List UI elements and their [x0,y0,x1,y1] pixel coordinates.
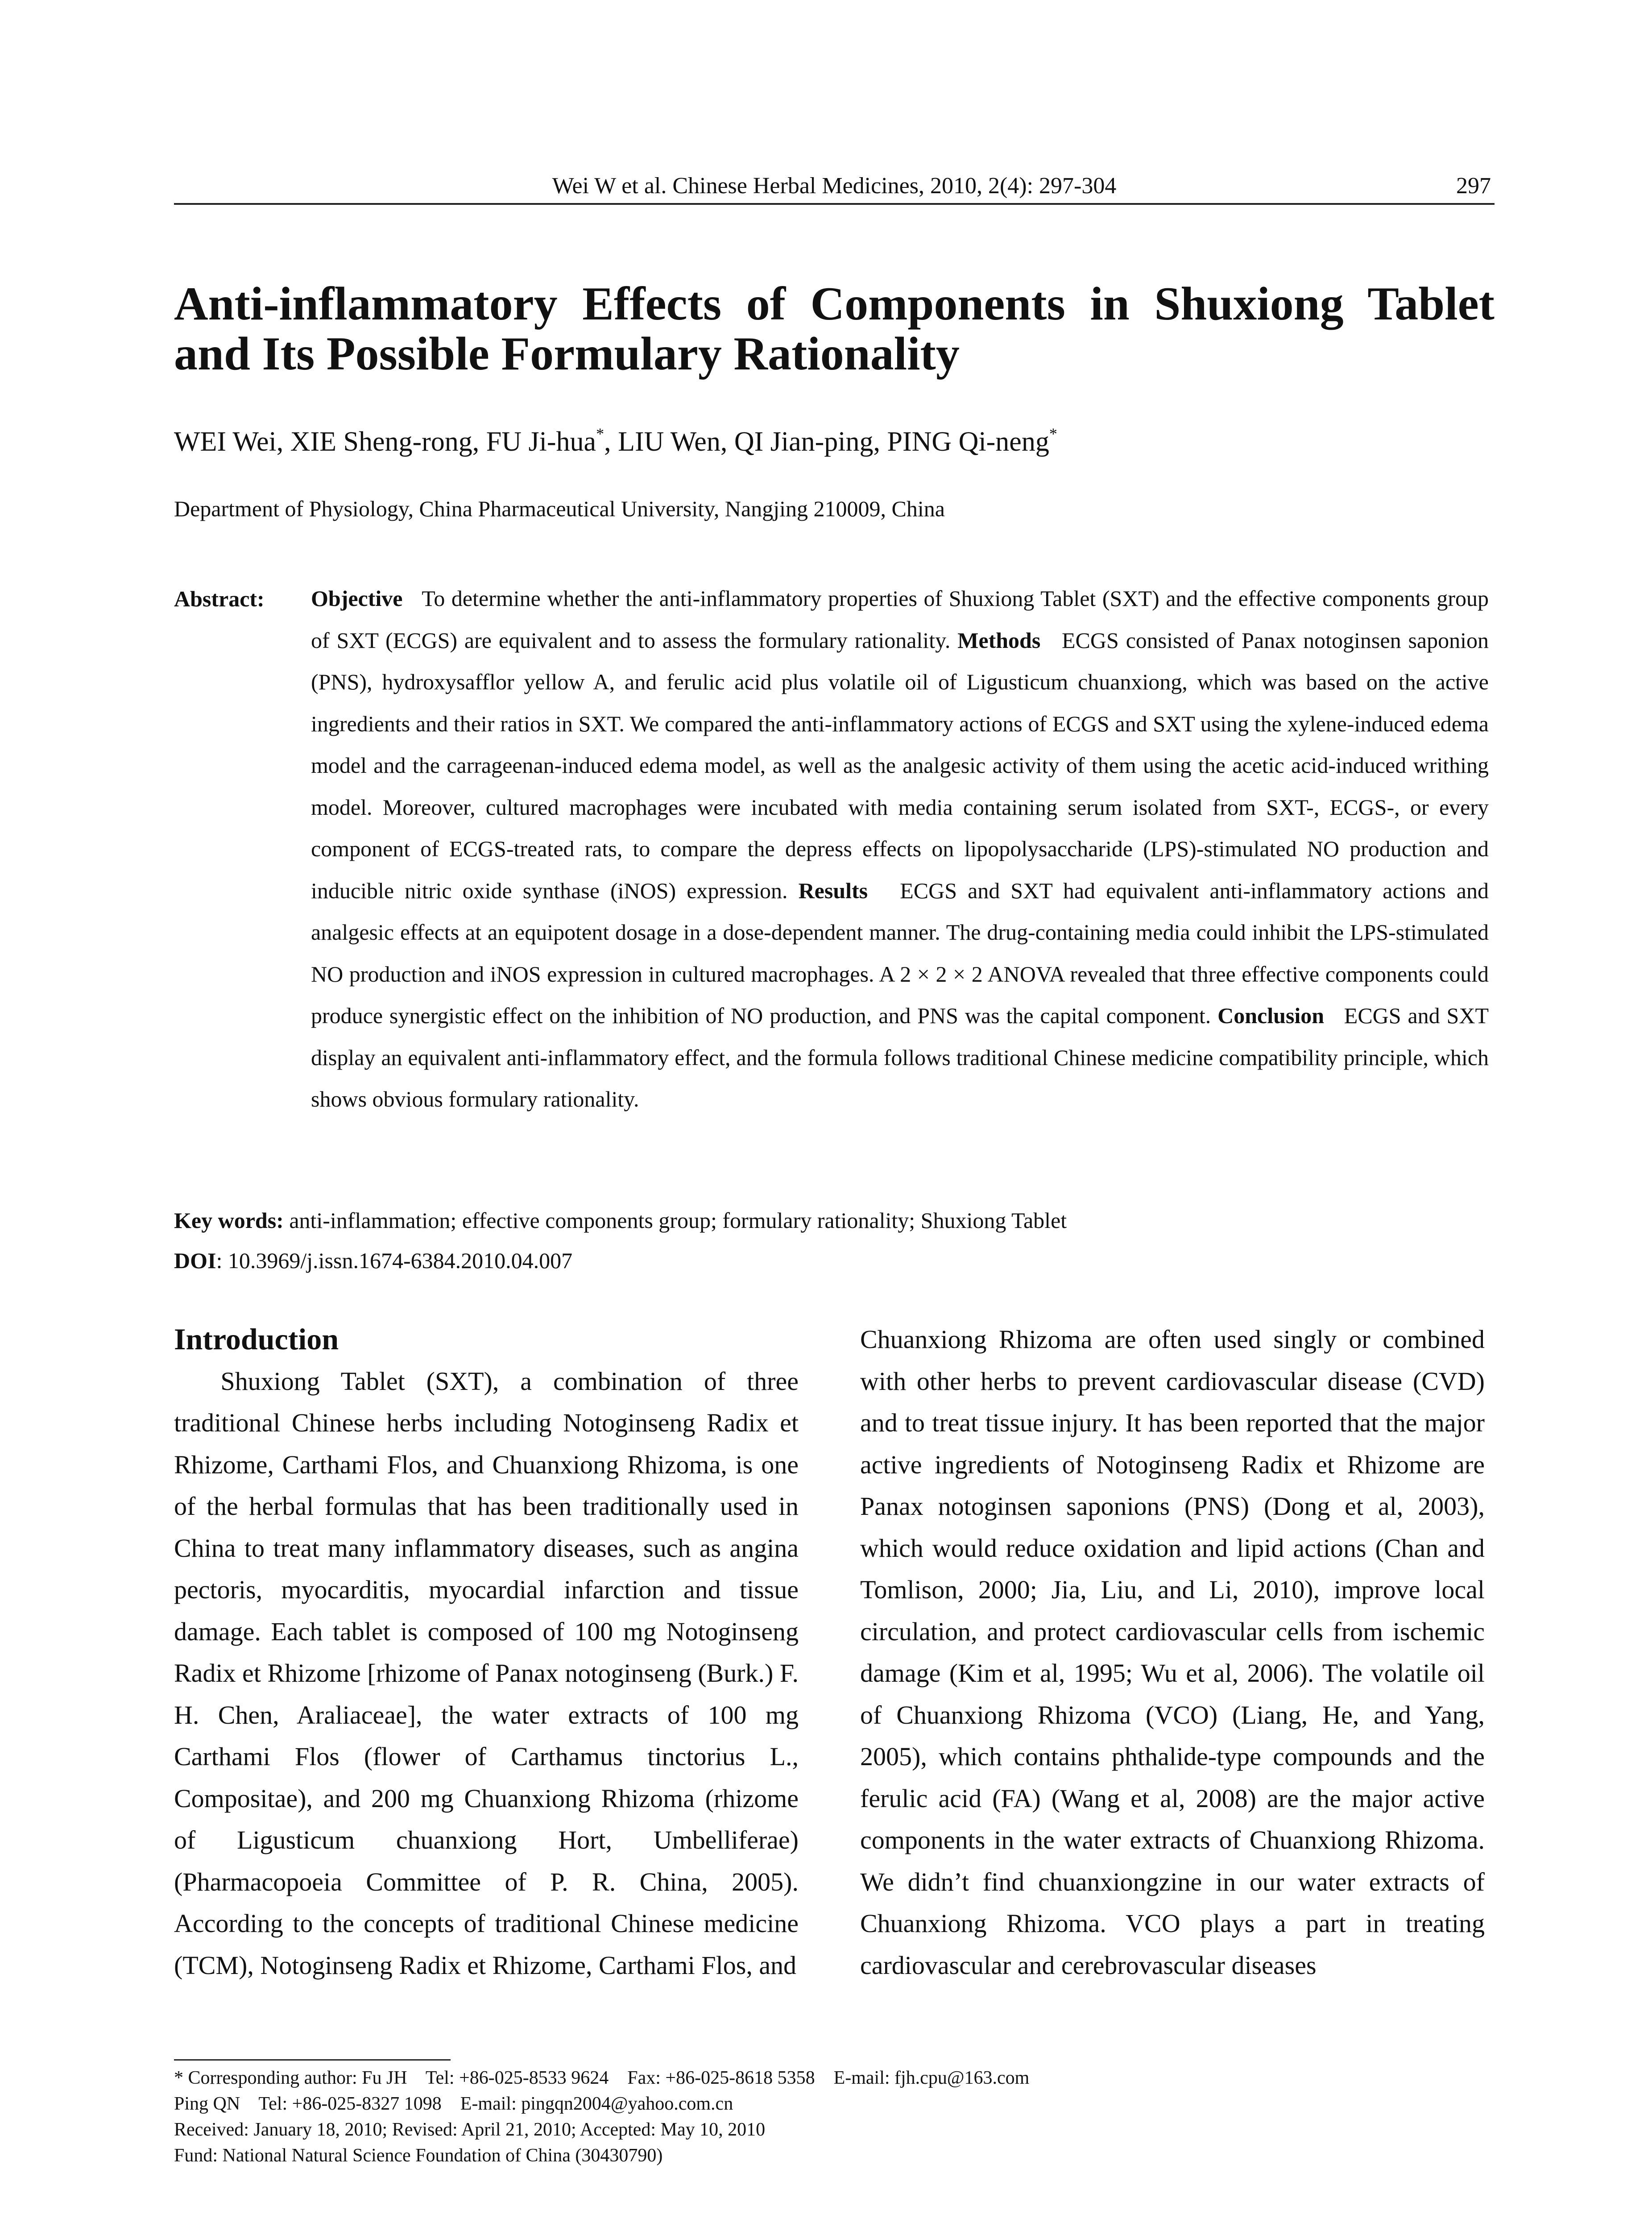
keywords [174,1200,1495,1240]
citation-line: Wei W et al. Chinese Herbal Medicines, 2010, 2(4): 297-304 [552,173,1117,199]
objective-label: Objective [311,586,403,611]
body-column-right [860,1319,1485,1986]
introduction-paragraph-continued: Chuanxiong Rhizoma are often used singly or combined with other herbs to prevent cardiovascular disease (CVD) and to treat tissue injury. It has been reported that the major active ingredients of Notoginseng Radix et Rhizome are Panax notoginsen saponions (PNS) (Dong et al, 2003), which would reduce oxidation and lipid actions (Chan and Tomlison, 2000; Jia, Liu, and Li, 2010), improve local circulation, and protect cardiovascular cells from ischemic damage (Kim et al, 1995; Wu et al, 2006). The volatile oil of Chuanxiong Rhizoma (VCO) (Liang, He, and Yang, 2005), which contains phthalide-type compounds and the ferulic acid (FA) (Wang et al, 2008) are the major active components in the water extracts of Chuanxiong Rhizoma. We didn’t find chuanxiongzine in our water extracts of Chuanxiong Rhizoma. VCO plays a part in treating cardiovascular and cerebrovascular diseases [860,1325,1485,1980]
footnote-funding: Fund: National Natural Science Foundation of China (30430790) [174,2145,663,2166]
conclusion-label: Conclusion [1217,1003,1325,1028]
doi [174,1240,1495,1281]
author-list: WEI Wei, XIE Sheng-rong, FU Ji-hua*, LIU Wen, QI Jian-ping, PING Qi-neng* [174,425,1057,457]
conclusion-text: ECGS and SXT display an equivalent anti-inflammatory effect, and the formula follows traditional Chinese medicine compatibility principle, which shows obvious formulary rationality. [311,1003,1489,1111]
page-number: 297 [1456,173,1491,199]
abstract-label: Abstract: [174,586,265,611]
footnote-divider [174,2059,451,2061]
doi-text: : 10.3969/j.issn.1674-6384.2010.04.007 [216,1248,573,1273]
corresponding-author-marker: * [1049,425,1057,443]
objective-text: To determine whether the anti-inflammatory properties of Shuxiong Tablet (SXT) and the effective components group of SXT (ECGS) are equivalent and to assess the formulary rationality. [311,586,1489,653]
abstract-body [311,578,1489,1120]
footnote-second-author: Ping QN Tel: +86-025-8327 1098 E-mail: pingqn2004@yahoo.com.cn [174,2094,733,2114]
keywords-text: anti-inflammation; effective components group; formulary rationality; Shuxiong Tablet [289,1208,1067,1233]
footnotes [174,2065,1495,2169]
footnote-dates: Received: January 18, 2010; Revised: April 21, 2010; Accepted: May 10, 2010 [174,2119,766,2140]
introduction-paragraph: Shuxiong Tablet (SXT), a combination of three traditional Chinese herbs including Notoginseng Radix et Rhizome, Carthami Flos, and Chuanxiong Rhizoma, is one of the herbal formulas that has been traditionally used in China to treat many inflammatory diseases, such as angina pectoris, myocarditis, myocardial infarction and tissue damage. Each tablet is composed of 100 mg Notoginseng Radix et Rhizome [rhizome of Panax notoginseng (Burk.) F. H. Chen, Araliaceae], the water extracts of 100 mg Carthami Flos (flower of Carthamus tinctorius L., Compositae), and 200 mg Chuanxiong Rhizoma (rhizome of Ligusticum chuanxiong Hort, Umbelliferae) (Pharmacopoeia Committee of P. R. China, 2005). According to the concepts of traditional Chinese medicine (TCM), Notoginseng Radix et Rhizome, Carthami Flos, and [174,1366,799,1980]
article-title: Anti-inflammatory Effects of Components in Shuxiong Tablet and Its Possible Formulary Rationality [174,278,1495,380]
corresponding-author-marker: * [596,425,604,443]
body-column-left [174,1319,799,1986]
section-heading-introduction: Introduction [174,1322,339,1356]
methods-text: ECGS consisted of Panax notoginsen saponion (PNS), hydroxysafflor yellow A, and ferulic acid plus volatile oil of Ligusticum chuanxiong, which was based on the active ingredients and their ratios in SXT. We compared the anti-inflammatory actions of ECGS and SXT using the xylene-induced edema model and the carrageenan-induced edema model, as well as the analgesic activity of them using the acetic acid-induced writhing model. Moreover, cultured macrophages were incubated with media containing serum isolated from SXT-, ECGS-, or every component of ECGS-treated rats, to compare the depress effects on lipopolysaccharide (LPS)-stimulated NO production and inducible nitric oxide synthase (iNOS) expression. [311,627,1489,903]
methods-label: Methods [957,627,1041,653]
doi-label: DOI [174,1248,216,1273]
results-label: Results [798,878,868,903]
running-head [174,172,1495,205]
keywords-label: Key words: [174,1208,284,1233]
results-text: ECGS and SXT had equivalent anti-inflammatory actions and analgesic effects at an equipotent dosage in a dose-dependent manner. The drug-containing media could inhibit the LPS-stimulated NO production and iNOS expression in cultured macrophages. A 2 × 2 × 2 ANOVA revealed that three effective components could produce synergistic effect on the inhibition of NO production, and PNS was the capital component. [311,878,1489,1028]
affiliation: Department of Physiology, China Pharmaceutical University, Nangjing 210009, China [174,496,945,521]
footnote-corresponding-author: * Corresponding author: Fu JH Tel: +86-025-8533 9624 Fax: +86-025-8618 5358 E-mail: fjh.cpu@163.com [174,2068,1030,2088]
